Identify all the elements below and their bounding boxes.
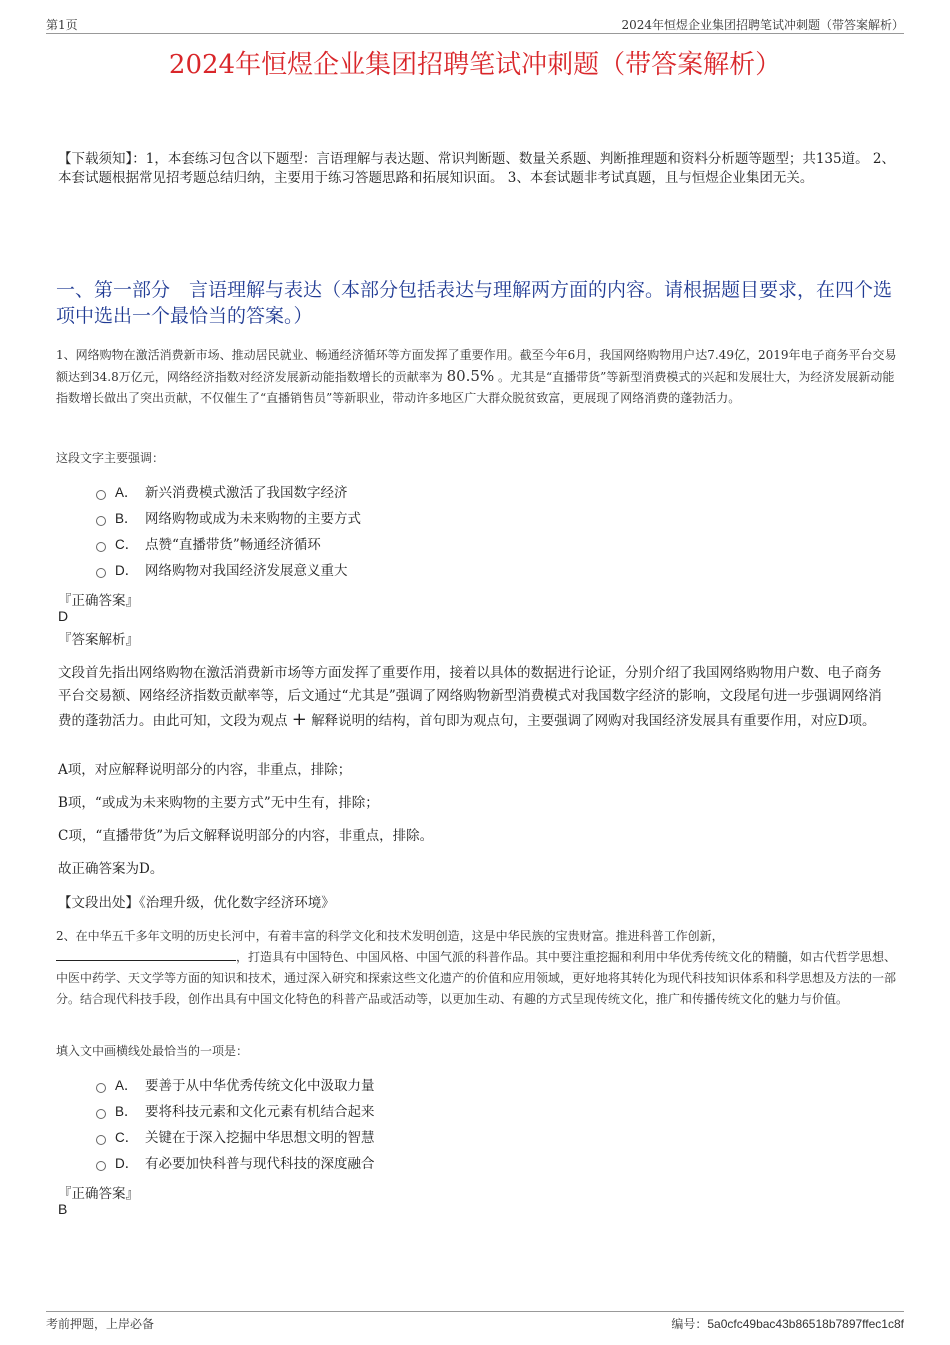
q1-analysis-c-item: C项，“直播带货”为后文解释说明部分的内容，非重点，排除。 xyxy=(58,828,434,844)
q1-option-b[interactable] xyxy=(96,509,361,529)
question-2-prompt: 填入文中画横线处最恰当的一项是： xyxy=(56,1044,249,1058)
q1-analysis xyxy=(58,662,894,733)
footer-divider xyxy=(46,1311,904,1312)
radio-icon[interactable] xyxy=(96,1135,106,1145)
radio-icon[interactable] xyxy=(96,516,106,526)
footer-code xyxy=(671,1315,904,1332)
option-letter: B． xyxy=(115,1104,138,1119)
option-letter: A． xyxy=(115,1078,138,1093)
page-number: 第1页 xyxy=(46,18,78,32)
q2-option-c[interactable] xyxy=(96,1128,375,1148)
radio-icon[interactable] xyxy=(96,1161,106,1171)
q1-answer: D xyxy=(58,608,69,624)
q1-analysis-a-item: A项，对应解释说明部分的内容，非重点，排除； xyxy=(58,762,352,778)
option-letter: A． xyxy=(115,485,138,500)
option-letter: D． xyxy=(115,563,139,578)
q1-source: 【文段出处】《治理升级，优化数字经济环境》 xyxy=(58,895,335,911)
radio-icon[interactable] xyxy=(96,1083,106,1093)
footer-slogan: 考前押题，上岸必备 xyxy=(46,1317,155,1331)
question-1-text-b: 。尤其是“直播带货”等新型消费模式的兴起和发展壮大，为经济发展新动能指数增长做出了突出贡献，不仅催生了“直播销售员”等新职业，带动许多地区广大群众脱贫致富，更展现了网络消费的蓬勃活力。 xyxy=(56,370,895,405)
question-1-prompt: 这段文字主要强调： xyxy=(56,451,165,465)
option-text: 新兴消费模式激活了我国数字经济 xyxy=(145,485,348,501)
option-letter: C． xyxy=(115,1130,139,1145)
radio-icon[interactable] xyxy=(96,490,106,500)
option-text: 要将科技元素和文化元素有机结合起来 xyxy=(145,1104,375,1120)
header-divider xyxy=(46,33,904,34)
q1-analysis-b-item: B项，“或成为未来购物的主要方式”无中生有，排除； xyxy=(58,795,379,811)
option-text: 网络购物对我国经济发展意义重大 xyxy=(145,563,348,579)
q1-option-c[interactable] xyxy=(96,535,321,555)
option-text: 要善于从中华优秀传统文化中汲取力量 xyxy=(145,1078,375,1094)
q1-conclusion: 故正确答案为D。 xyxy=(58,861,164,877)
option-letter: C． xyxy=(115,537,139,552)
q1-analysis-a: 文段首先指出网络购物在激活消费新市场等方面发挥了重要作用，接着以具体的数据进行论证，分别介绍了我国网络购物用户数、电子商务平台交易额、网络经济指数贡献率等，后文通过“尤其是”强调了网络购物新型消费模式对我国数字经济的影响，文段尾句进一步强调网络消费的蓬勃活力。由此可知，文段为观点 xyxy=(58,665,882,729)
q2-answer: B xyxy=(58,1201,68,1217)
option-text: 有必要加快科普与现代科技的深度融合 xyxy=(145,1156,375,1172)
q1-option-a[interactable] xyxy=(96,483,348,503)
q2-option-d[interactable] xyxy=(96,1154,375,1174)
radio-icon[interactable] xyxy=(96,568,106,578)
plus-symbol: + xyxy=(291,709,307,730)
radio-icon[interactable] xyxy=(96,1109,106,1119)
radio-icon[interactable] xyxy=(96,542,106,552)
question-2-text xyxy=(56,926,900,1010)
q2-option-a[interactable] xyxy=(96,1076,375,1096)
q2-answer-label: 『正确答案』 xyxy=(58,1186,139,1202)
footer-code-value: 5a0cfc49bac43b86518b7897ffec1c8f xyxy=(707,1317,904,1331)
option-letter: B． xyxy=(115,511,138,526)
q2-option-b[interactable] xyxy=(96,1102,375,1122)
page-title: 2024年恒煜企业集团招聘笔试冲刺题（带答案解析） xyxy=(168,50,782,80)
option-text: 网络购物或成为未来购物的主要方式 xyxy=(145,511,361,527)
q1-option-d[interactable] xyxy=(96,561,348,581)
q1-analysis-label: 『答案解析』 xyxy=(58,632,139,648)
contribution-rate: 80.5% xyxy=(446,367,495,385)
option-text: 关键在于深入挖掘中华思想文明的智慧 xyxy=(145,1130,375,1146)
header-doc-title: 2024年恒煜企业集团招聘笔试冲刺题（带答案解析） xyxy=(621,18,904,32)
q1-analysis-b: 解释说明的结构，首句即为观点句，主要强调了网购对我国经济发展具有重要作用，对应D项。 xyxy=(311,713,876,729)
option-letter: D． xyxy=(115,1156,139,1171)
q1-answer-label: 『正确答案』 xyxy=(58,593,139,609)
download-notice: 【下载须知】：1，本套练习包含以下题型：言语理解与表达题、常识判断题、数量关系题、判断推理题和资料分析题等题型；共135道。 2、本套试题根据常见招考题总结归纳，主要用于练习答题思路和拓展知识面。 3、本套试题非考试真题，且与恒煜企业集团无关。 xyxy=(58,151,895,186)
question-1-text xyxy=(56,345,900,409)
question-1-text-a: 1、网络购物在激活消费新市场、推动居民就业、畅通经济循环等方面发挥了重要作用。截至今年6月，我国网络购物用户达7.49亿，2019年电子商务平台交易额达到34.8万亿元，网络经济指数对经济发展新动能指数增长的贡献率为 xyxy=(56,348,897,384)
section-heading: 一、第一部分 言语理解与表达（本部分包括表达与理解两方面的内容。请根据题目要求，在四个选项中选出一个最恰当的答案。） xyxy=(56,279,893,327)
question-2-lead: 2、在中华五千多年文明的历史长河中，有着丰富的科学文化和技术发明创造，这是中华民族的宝贵财富。推进科普工作创新， xyxy=(56,929,724,943)
footer-code-label: 编号： xyxy=(671,1317,708,1331)
option-text: 点赞“直播带货”畅通经济循环 xyxy=(145,537,321,553)
question-2-rest: ，打造具有中国特色、中国风格、中国气派的科普作品。其中要注重挖掘和利用中华优秀传统文化的精髓，如古代哲学思想、中医中药学、天文学等方面的知识和技术，通过深入研究和探索这些文化遗产的价值和应用领域，更好地将其转化为现代科技知识体系和科学思想及方法的一部分。结合现代科技手段，创作出具有中国文化特色的科普产品或活动等，以更加生动、有趣的方式呈现传统文化，推广和传播传统文化的魅力与价值。 xyxy=(56,950,897,1006)
fill-blank xyxy=(56,948,236,961)
